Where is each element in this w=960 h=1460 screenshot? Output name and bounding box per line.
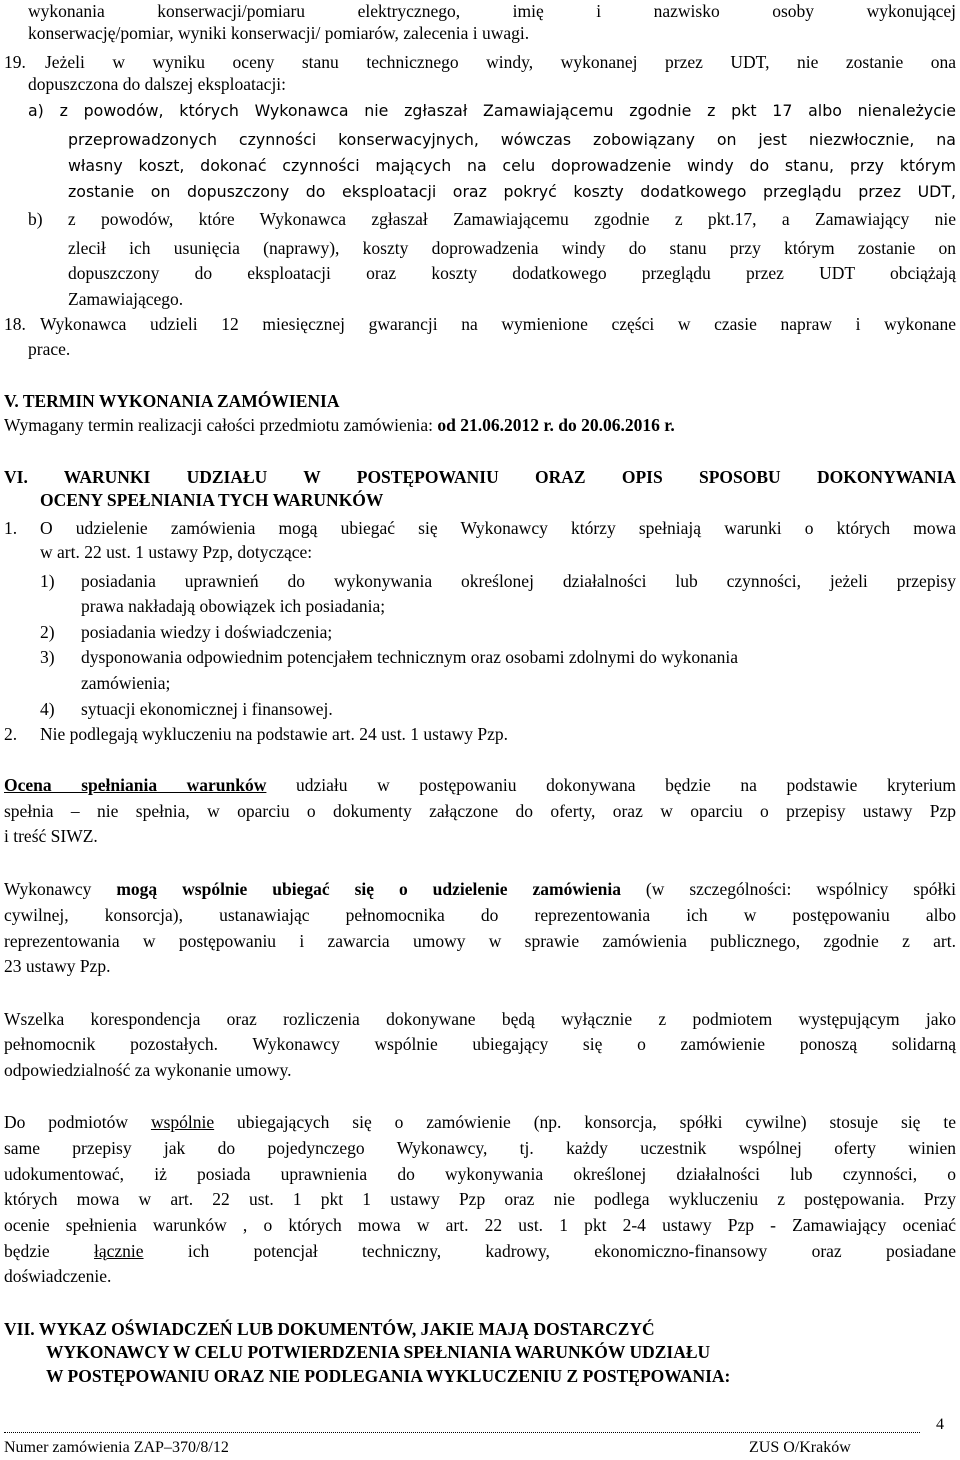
item17-line2: konserwację/pomiar, wyniki konserwacji/ pomiarów, zalecenia i uwagi. <box>28 23 530 43</box>
item19-number: 19. <box>4 52 26 72</box>
joint-bid-line1: Wykonawcy mogą wspólnie ubiegać się o udzielenie zamówienia (w szczególności: wspólnicy spółki <box>4 879 957 899</box>
correspondence-line2: pełnomocnik pozostałych. Wykonawcy wspólnie ubiegający się o zamówienie ponoszą solidarną <box>4 1034 956 1054</box>
consortium-line7: doświadczenie. <box>4 1266 112 1286</box>
order-number: Numer zamówienia ZAP–370/8/12 <box>4 1439 229 1456</box>
subitem-1-number: 1) <box>40 571 55 591</box>
item18-number: 18. <box>4 314 26 334</box>
deadline-dates: od 21.06.2012 r. do 20.06.2016 r. <box>437 415 675 435</box>
consortium-line3: udokumentować, iż posiada uprawnienia do wykonywania określonej działalności lub czynności, o <box>4 1164 956 1184</box>
condition-2: Nie podlegają wykluczeniu na podstawie art. 24 ust. 1 ustawy Pzp. <box>40 724 509 744</box>
section-vii-heading-line1: VII. WYKAZ OŚWIADCZEŃ LUB DOKUMENTÓW, JAKIE MAJĄ DOSTARCZYĆ <box>4 1319 655 1339</box>
consortium-line5: ocenie spełnienia warunków , o których mowa w art. 22 ust. 1 pkt 2-4 ustawy Pzp - Zamawiający oceniać <box>4 1215 956 1235</box>
subitem-4: sytuacji ekonomicznej i finansowej. <box>81 699 333 719</box>
correspondence-line3: odpowiedzialność za wykonanie umowy. <box>4 1060 292 1080</box>
institution-name: ZUS O/Kraków <box>749 1439 851 1456</box>
section-vii-heading-line2: WYKONAWCY W CELU POTWIERDZENIA SPEŁNIANIA WARUNKÓW UDZIAŁU <box>46 1342 711 1362</box>
item19a-line2: przeprowadzonych czynności konserwacyjnych, wówczas zobowiązany on jest niezwłocznie, na <box>68 130 956 149</box>
item19b-line4: Zamawiającego. <box>68 289 184 309</box>
subitem-3-line1: dysponowania odpowiednim potencjałem technicznym oraz osobami zdolnymi do wykonania <box>81 647 739 667</box>
item17-line1: wykonania konserwacji/pomiaru elektrycznego, imię i nazwisko osoby wykonującej <box>28 1 956 21</box>
section-vii-heading-line3: W POSTĘPOWANIU ORAZ NIE PODLEGANIA WYKLUCZENIU Z POSTĘPOWANIA: <box>46 1366 731 1386</box>
section-v-text: Wymagany termin realizacji całości przedmiotu zamówienia: od 21.06.2012 r. do 20.06.2016 r. <box>4 415 675 435</box>
subitem-2-number: 2) <box>40 622 55 642</box>
section-vi-heading-line2: OCENY SPEŁNIANIA TYCH WARUNKÓW <box>40 490 384 510</box>
joint-bid-line4: 23 ustawy Pzp. <box>4 956 111 976</box>
subitem-1-line1: posiadania uprawnień do wykonywania określonej działalności lub czynności, jeżeli przepisy <box>81 571 956 591</box>
footer-divider <box>4 1432 920 1433</box>
joint-bid-line3: reprezentowania w postępowaniu i zawarcia umowy w sprawie zamówienia publicznego, zgodnie z art. <box>4 931 956 951</box>
subitem-3-number: 3) <box>40 647 55 667</box>
underlined-jointly: wspólnie <box>150 1112 215 1132</box>
subitem-1-line2: prawa nakładają obowiązek ich posiadania; <box>81 596 386 616</box>
assessment-lead: Ocena spełniania warunków <box>4 775 267 795</box>
condition-1-number: 1. <box>4 518 18 538</box>
consortium-line1: Do podmiotów wspólnie ubiegających się o zamówienie (np. konsorcja, spółki cywilne) stosuje się te <box>4 1112 956 1132</box>
item18-line2: prace. <box>28 339 71 359</box>
underlined-collectively: łącznie <box>94 1241 144 1261</box>
item19-line1: Jeżeli w wyniku oceny stanu technicznego windy, wykonanej przez UDT, nie zostanie ona <box>45 52 956 72</box>
page-number: 4 <box>936 1416 944 1433</box>
joint-bid-line2: cywilnej, konsorcja), ustanawiając pełnomocnika do reprezentowania ich w postępowaniu albo <box>4 905 956 925</box>
subitem-3-line2: zamówienia; <box>81 673 171 693</box>
consortium-line2: same przepisy jak do pojedynczego Wykonawcy, tj. każdy uczestnik wspólnej oferty winien <box>4 1138 956 1158</box>
condition-1-line2: w art. 22 ust. 1 ustawy Pzp, dotyczące: <box>40 542 313 562</box>
item19a-line4: zostanie on dopuszczony do eksploatacji oraz pokryć koszty dodatkowego przeglądu przez UDT, <box>68 182 956 201</box>
consortium-line4: których mowa w art. 22 ust. 1 pkt 1 ustawy Pzp oraz nie podlega wykluczeniu z postępowania. Przy <box>4 1189 956 1209</box>
subitem-4-number: 4) <box>40 699 55 719</box>
condition-2-number: 2. <box>4 724 18 744</box>
item18-line1: Wykonawca udzieli 12 miesięcznej gwarancji na wymienione części w czasie napraw i wykonane <box>40 314 956 334</box>
assessment-line1: Ocena spełniania warunków udziału w postępowaniu dokonywana będzie na podstawie kryterium <box>4 775 956 795</box>
subitem-2: posiadania wiedzy i doświadczenia; <box>81 622 333 642</box>
section-v-heading: V. TERMIN WYKONANIA ZAMÓWIENIA <box>4 391 340 411</box>
item19b-line2: zlecił ich usunięcia (naprawy), koszty doprowadzenia windy do stanu przy którym zostanie on <box>68 238 956 258</box>
item19b-line1: b) z powodów, które Wykonawca zgłaszał Zamawiającemu zgodnie z pkt.17, a Zamawiający nie <box>28 209 956 229</box>
item19a-line3: własny koszt, dokonać czynności mających na celu doprowadzenie windy do stanu, przy którym <box>68 156 956 175</box>
item19a-line1: a) z powodów, których Wykonawca nie zgłaszał Zamawiającemu zgodnie z pkt 17 albo nienależycie <box>28 101 956 120</box>
assessment-line3: i treść SIWZ. <box>4 826 98 846</box>
correspondence-line1: Wszelka korespondencja oraz rozliczenia dokonywane będą wyłącznie z podmiotem występującym jako <box>4 1009 956 1029</box>
item19b-line3: dopuszczony do eksploatacji oraz koszty dodatkowego przeglądu przez UDT obciążają <box>68 263 956 283</box>
section-vi-heading-line1: VI. WARUNKI UDZIAŁU W POSTĘPOWANIU ORAZ OPIS SPOSOBU DOKONYWANIA <box>4 467 956 487</box>
consortium-line6: będzie łącznie ich potencjał techniczny, kadrowy, ekonomiczno-finansowy oraz posiadane <box>4 1241 956 1261</box>
item19-line2: dopuszczona do dalszej eksploatacji: <box>28 74 287 94</box>
assessment-line2: spełnia – nie spełnia, w oparciu o dokumenty załączone do oferty, oraz w oparciu o przepisy ustawy Pzp <box>4 801 956 821</box>
joint-bid-emphasis: mogą wspólnie ubiegać się o udzielenie zamówienia <box>116 879 621 899</box>
condition-1-line1: O udzielenie zamówienia mogą ubiegać się Wykonawcy którzy spełniają warunki o których mowa <box>40 518 956 538</box>
